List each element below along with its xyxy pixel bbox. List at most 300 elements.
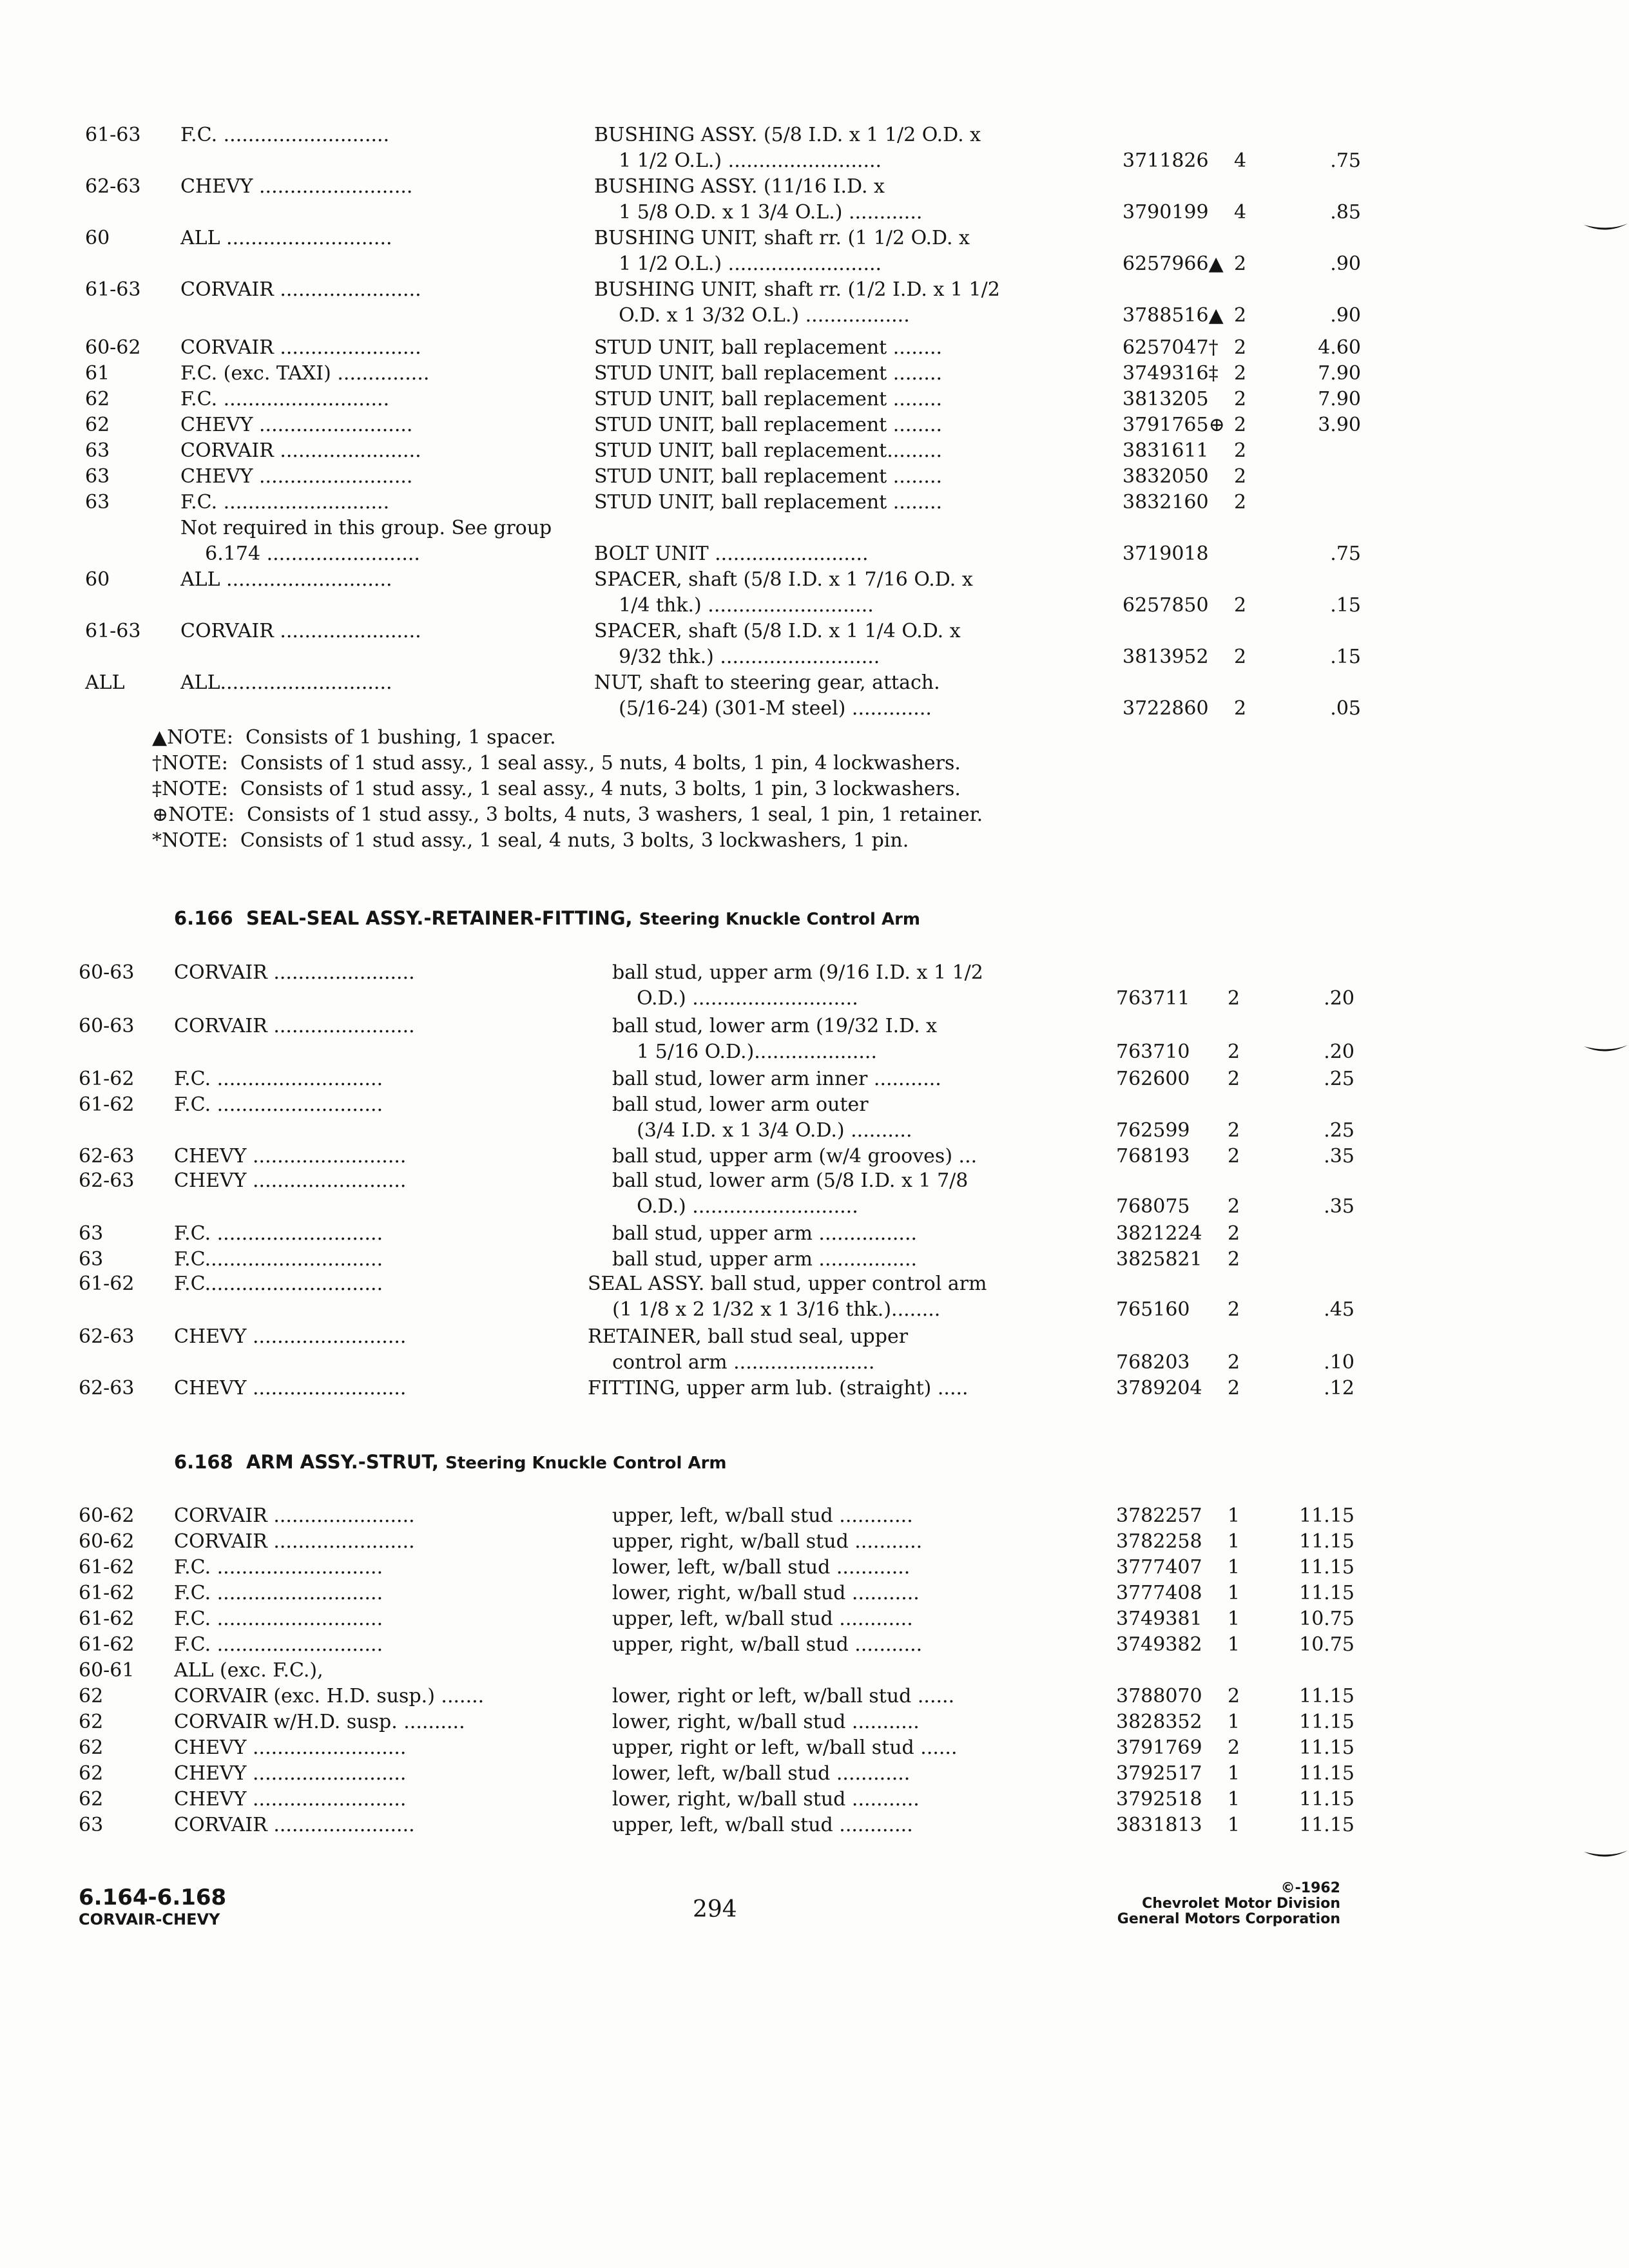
table-row [85,361,1361,387]
year-cell: 60-62 [85,336,141,359]
quantity-cell: 1 [1228,1608,1240,1630]
table-row-continued [85,251,1361,277]
part-number-cell: 765160 [1116,1298,1190,1321]
part-number-cell: 3792517 [1116,1762,1202,1785]
price-cell: .35 [1324,1145,1354,1168]
table-row [79,1092,1290,1118]
description-cell: 1 1/2 O.L.) ......................... [594,253,882,275]
quantity-cell: 2 [1234,697,1247,720]
price-cell: 11.15 [1299,1504,1354,1527]
quantity-cell: 1 [1228,1504,1240,1527]
part-number-cell: 3789204 [1116,1377,1202,1399]
quantity-cell: 2 [1234,362,1247,385]
year-cell: ALL [85,671,125,694]
price-cell: 11.15 [1299,1582,1354,1604]
part-number-cell: 3749316‡ [1123,362,1219,385]
year-cell: 61-63 [85,124,141,146]
table-row-continued [79,986,1354,1012]
part-number-cell: 3777408 [1116,1582,1202,1604]
quantity-cell: 4 [1234,201,1247,224]
quantity-cell: 2 [1228,1222,1240,1245]
quantity-cell: 1 [1228,1814,1240,1836]
quantity-cell: 2 [1228,1685,1240,1707]
heading-subtitle: Steering Knuckle Control Arm [639,910,921,929]
part-number-cell: 763710 [1116,1041,1190,1063]
price-cell: .20 [1324,987,1354,1010]
description-cell: ball stud, lower arm inner ........... [612,1068,941,1090]
table-row [85,277,1296,303]
description-cell: ball stud, lower arm (19/32 I.D. x [612,1015,938,1037]
year-cell: 63 [79,1814,104,1836]
year-cell: 62-63 [79,1145,135,1168]
table-row [79,1606,1354,1632]
year-cell: 60 [85,227,110,249]
year-cell: 62 [85,414,110,436]
description-cell: 1 1/2 O.L.) ......................... [594,149,882,172]
price-cell: 10.75 [1299,1633,1354,1656]
note-line: ▲NOTE: Consists of 1 bushing, 1 spacer. [152,726,556,749]
year-cell: 60-62 [79,1504,135,1527]
price-cell: .15 [1330,594,1361,617]
price-cell: .75 [1330,149,1361,172]
description-cell: control arm ....................... [588,1351,875,1374]
description-cell: SPACER, shaft (5/8 I.D. x 1 7/16 O.D. x [594,568,973,591]
description-cell: BUSHING UNIT, shaft rr. (1/2 I.D. x 1 1/2 [594,278,1000,301]
year-cell: 60-62 [79,1530,135,1553]
model-cell: CORVAIR ....................... [174,1814,415,1836]
quantity-cell: 2 [1234,414,1247,436]
quantity-cell: 2 [1234,491,1247,514]
note-line: †NOTE: Consists of 1 stud assy., 1 seal assy., 5 nuts, 4 bolts, 1 pin, 4 lockwashers. [152,752,961,774]
description-cell: RETAINER, ball stud seal, upper [588,1325,909,1348]
description-cell: upper, left, w/ball stud ............ [612,1814,913,1836]
year-cell: 62 [79,1685,104,1707]
year-cell: 63 [85,465,110,488]
model-cell: CHEVY ......................... [174,1169,407,1192]
part-number-cell: 3749382 [1116,1633,1202,1656]
scan-mark-icon [1583,222,1629,236]
table-row [79,1555,1354,1581]
description-cell: STUD UNIT, ball replacement ........ [594,336,943,359]
footer-copyright: ©-1962 [1280,1880,1340,1896]
model-cell: F.C. (exc. TAXI) ............... [180,362,430,385]
model-cell: F.C. ........................... [174,1608,383,1630]
part-number-cell: 3749381 [1116,1608,1202,1630]
part-number-cell: 6257850 [1123,594,1209,617]
table-row [85,226,1296,251]
description-cell: STUD UNIT, ball replacement ........ [594,465,943,488]
price-cell: 11.15 [1299,1788,1354,1811]
scan-mark-icon [1583,1044,1629,1058]
table-row [79,1168,1290,1194]
table-row [85,174,1296,200]
table-row [79,1761,1354,1787]
description-cell: 9/32 thk.) .......................... [594,646,880,668]
year-cell: 60-61 [79,1659,135,1682]
price-cell: .90 [1330,304,1361,327]
price-cell: .15 [1330,646,1361,668]
price-cell: .20 [1324,1041,1354,1063]
part-number-cell: 3711826 [1123,149,1209,172]
description-cell: STUD UNIT, ball replacement......... [594,439,943,462]
model-cell: CORVAIR ....................... [180,620,421,642]
part-number-cell: 3722860 [1123,697,1209,720]
table-row-continued [85,303,1361,329]
price-cell: 11.15 [1299,1814,1354,1836]
description-cell: lower, right, w/ball stud ........... [612,1788,920,1811]
year-cell: 61-63 [85,278,141,301]
table-row [85,387,1361,412]
model-cell: CORVAIR ....................... [174,1530,415,1553]
description-cell: upper, left, w/ball stud ............ [612,1608,913,1630]
quantity-cell: 2 [1234,388,1247,410]
price-cell: .05 [1330,697,1361,720]
part-number-cell: 762600 [1116,1068,1190,1090]
quantity-cell: 2 [1234,465,1247,488]
description-cell: upper, right, w/ball stud ........... [612,1530,923,1553]
year-cell: 61-62 [79,1556,135,1579]
model-cell: CORVAIR ....................... [174,1504,415,1527]
model-cell: F.C............................. [174,1273,383,1295]
part-number-cell: 3790199 [1123,201,1209,224]
model-cell: CHEVY ......................... [174,1145,407,1168]
description-cell: FITTING, upper arm lub. (straight) ..... [588,1377,969,1399]
note-line: *NOTE: Consists of 1 stud assy., 1 seal, 4 nuts, 3 bolts, 3 lockwashers, 1 pin. [152,829,909,852]
year-cell: 61 [85,362,110,385]
description-cell: ball stud, upper arm ................ [612,1222,918,1245]
description-cell: 1/4 thk.) ........................... [594,594,874,617]
price-cell: 11.15 [1299,1736,1354,1759]
year-cell: 62 [79,1736,104,1759]
table-row-continued [85,696,1361,722]
table-row [79,1247,1290,1273]
table-row-continued [79,1297,1354,1323]
table-row [79,1735,1354,1761]
description-cell: ball stud, lower arm outer [612,1093,869,1116]
quantity-cell: 1 [1228,1762,1240,1785]
model-cell: CHEVY ......................... [174,1377,407,1399]
quantity-cell: 2 [1228,1195,1240,1218]
year-cell: 61-62 [79,1273,135,1295]
year-cell: 63 [85,491,110,514]
table-row [85,490,1296,515]
quantity-cell: 2 [1234,304,1247,327]
model-cell: CORVAIR w/H.D. susp. .......... [174,1711,465,1733]
table-row [85,567,1296,593]
part-number-cell: 3832050 [1123,465,1209,488]
part-number-cell: 3792518 [1116,1788,1202,1811]
part-number-cell: 3777407 [1116,1556,1202,1579]
table-row [79,1066,1354,1092]
table-row [85,122,1296,148]
year-cell: 62-63 [79,1325,135,1348]
part-number-cell: 3782258 [1116,1530,1202,1553]
model-cell: F.C. ........................... [174,1222,383,1245]
model-cell: F.C. ........................... [174,1582,383,1604]
price-cell: .35 [1324,1195,1354,1218]
part-number-cell: 768075 [1116,1195,1190,1218]
model-cell: F.C. ........................... [174,1633,383,1656]
description-cell: upper, right or left, w/ball stud ...... [612,1736,958,1759]
model-cell: CHEVY ......................... [174,1788,407,1811]
quantity-cell: 2 [1228,1736,1240,1759]
table-row-continued [85,541,1361,567]
table-row [79,1324,1290,1350]
table-row [79,1812,1354,1838]
quantity-cell: 2 [1234,439,1247,462]
table-row-continued [79,1118,1354,1144]
price-cell: .45 [1324,1298,1354,1321]
description-cell: NUT, shaft to steering gear, attach. [594,671,940,694]
table-row-continued [79,1194,1354,1220]
description-cell: 1 5/16 O.D.).................... [612,1041,877,1063]
description-cell: SPACER, shaft (5/8 I.D. x 1 1/4 O.D. x [594,620,961,642]
quantity-cell: 2 [1234,336,1247,359]
model-cell: CORVAIR ....................... [180,278,421,301]
description-cell: BUSHING ASSY. (5/8 I.D. x 1 1/2 O.D. x [594,124,981,146]
quantity-cell: 1 [1228,1582,1240,1604]
year-cell: 63 [85,439,110,462]
model-cell: CHEVY ......................... [180,175,413,198]
description-cell: STUD UNIT, ball replacement ........ [594,491,943,514]
year-cell: 62-63 [85,175,141,198]
description-cell: SEAL ASSY. ball stud, upper control arm [588,1273,987,1295]
quantity-cell: 4 [1234,149,1247,172]
description-cell: BUSHING ASSY. (11/16 I.D. x [594,175,885,198]
year-cell: 60-63 [79,1015,135,1037]
description-cell: STUD UNIT, ball replacement ........ [594,388,943,410]
description-cell: ball stud, upper arm (9/16 I.D. x 1 1/2 [612,961,983,984]
year-cell: 61-63 [85,620,141,642]
part-number-cell: 3828352 [1116,1711,1202,1733]
model-cell: ALL (exc. F.C.), [174,1659,323,1682]
year-cell: 62-63 [79,1377,135,1399]
part-number-cell: 3832160 [1123,491,1209,514]
description-cell: ball stud, upper arm (w/4 grooves) ... [612,1145,978,1168]
year-cell: 62 [79,1762,104,1785]
price-cell: 10.75 [1299,1608,1354,1630]
price-cell: .75 [1330,543,1361,565]
year-cell: 63 [79,1222,104,1245]
description-cell: O.D. x 1 3/32 O.L.) ................. [594,304,910,327]
table-row [85,619,1296,644]
quantity-cell: 1 [1228,1556,1240,1579]
model-cell: F.C. ........................... [180,388,390,410]
year-cell: 60 [85,568,110,591]
part-number-cell: 3791765⊕ [1123,414,1225,436]
price-cell: .12 [1324,1377,1354,1399]
part-number-cell: 3831611 [1123,439,1209,462]
table-row [85,464,1296,490]
part-number-cell: 763711 [1116,987,1190,1010]
model-cell: CHEVY ......................... [174,1325,407,1348]
model-cell: F.C. ........................... [174,1068,383,1090]
price-cell: 7.90 [1318,362,1361,385]
quantity-cell: 2 [1228,987,1240,1010]
quantity-cell: 1 [1228,1633,1240,1656]
part-number-cell: 6257966▲ [1123,253,1224,275]
description-cell: BOLT UNIT ......................... [594,543,869,565]
model-cell: F.C. ........................... [180,124,390,146]
heading-subtitle: Steering Knuckle Control Arm [445,1454,727,1473]
part-number-cell: 3791769 [1116,1736,1202,1759]
quantity-cell: 2 [1234,253,1247,275]
table-row [79,1581,1354,1606]
description-cell: STUD UNIT, ball replacement ........ [594,362,943,385]
quantity-cell: 2 [1228,1377,1240,1399]
footer-division: Chevrolet Motor Division [1142,1896,1340,1912]
part-number-cell: 3788516▲ [1123,304,1224,327]
model-cell: CHEVY ......................... [180,414,413,436]
table-row-continued [79,1350,1354,1376]
price-cell: .85 [1330,201,1361,224]
heading-number: 6.166 [174,907,233,929]
description-cell: upper, right, w/ball stud ........... [612,1633,923,1656]
heading-number: 6.168 [174,1451,233,1473]
table-row [85,335,1361,361]
model-cell: CORVAIR (exc. H.D. susp.) ....... [174,1685,485,1707]
table-row [79,1529,1354,1555]
quantity-cell: 2 [1228,1068,1240,1090]
scan-mark-icon [1583,1849,1629,1863]
footer-model-line: CORVAIR-CHEVY [79,1910,220,1928]
description-cell: (5/16-24) (301-M steel) ............. [594,697,932,720]
description-cell: ball stud, upper arm ................ [612,1248,918,1271]
model-cell: ALL ........................... [180,568,392,591]
table-row [79,1014,1290,1039]
table-row [79,1658,1290,1684]
description-cell: lower, right, w/ball stud ........... [612,1582,920,1604]
section-heading-6-166 [174,907,920,929]
description-cell: lower, right or left, w/ball stud ...... [612,1685,955,1707]
part-number-cell: 3813952 [1123,646,1209,668]
part-number-cell: 6257047† [1123,336,1219,359]
model-cell: CHEVY ......................... [174,1736,407,1759]
description-cell: 1 5/8 O.D. x 1 3/4 O.L.) ............ [594,201,923,224]
table-row [79,1709,1354,1735]
model-cell: CORVAIR ....................... [174,961,415,984]
year-cell: 62 [79,1788,104,1811]
description-cell: lower, right, w/ball stud ........... [612,1711,920,1733]
quantity-cell: 2 [1228,1351,1240,1374]
description-cell: O.D.) ........................... [612,987,858,1010]
year-cell: 61-62 [79,1068,135,1090]
quantity-cell: 2 [1228,1041,1240,1063]
page-number: 294 [693,1896,737,1923]
table-row [79,960,1290,986]
description-cell: ball stud, lower arm (5/8 I.D. x 1 7/8 [612,1169,969,1192]
description-cell: (1 1/8 x 2 1/32 x 1 3/16 thk.)........ [588,1298,941,1321]
part-number-cell: 3821224 [1116,1222,1202,1245]
price-cell: .90 [1330,253,1361,275]
model-cell: CORVAIR ....................... [174,1015,415,1037]
table-row [85,438,1296,464]
model-cell: ALL ........................... [180,227,392,249]
price-cell: 7.90 [1318,388,1361,410]
part-number-cell: 3825821 [1116,1248,1202,1271]
description-cell: lower, left, w/ball stud ............ [612,1556,911,1579]
part-number-cell: 3719018 [1123,543,1209,565]
table-row [79,1144,1354,1169]
table-row [79,1684,1354,1709]
quantity-cell: 2 [1228,1248,1240,1271]
price-cell: 11.15 [1299,1530,1354,1553]
price-cell: .25 [1324,1119,1354,1142]
table-row [79,1503,1354,1529]
table-row [79,1632,1354,1658]
quantity-cell: 2 [1228,1298,1240,1321]
model-cell: 6.174 ......................... [180,543,420,565]
table-row [79,1376,1354,1401]
quantity-cell: 2 [1228,1119,1240,1142]
price-cell: 11.15 [1299,1762,1354,1785]
description-cell: STUD UNIT, ball replacement ........ [594,414,943,436]
description-cell: BUSHING UNIT, shaft rr. (1 1/2 O.D. x [594,227,970,249]
table-row [79,1787,1354,1812]
quantity-cell: 1 [1228,1530,1240,1553]
table-row [85,515,1296,541]
price-cell: 11.15 [1299,1685,1354,1707]
year-cell: 61-62 [79,1093,135,1116]
table-row-continued [85,593,1361,619]
year-cell: 62 [79,1711,104,1733]
part-number-cell: 768193 [1116,1145,1190,1168]
table-row-continued [85,644,1361,670]
model-cell: CHEVY ......................... [180,465,413,488]
description-cell: (3/4 I.D. x 1 3/4 O.D.) .......... [612,1119,912,1142]
quantity-cell: 2 [1228,1145,1240,1168]
model-cell: CHEVY ......................... [174,1762,407,1785]
model-cell: F.C. ........................... [180,491,390,514]
heading-title: ARM ASSY.-STRUT, [246,1451,439,1473]
part-number-cell: 3782257 [1116,1504,1202,1527]
part-number-cell: 3788070 [1116,1685,1202,1707]
table-row [85,670,1296,696]
quantity-cell: 1 [1228,1788,1240,1811]
model-cell: F.C. ........................... [174,1556,383,1579]
year-cell: 62-63 [79,1169,135,1192]
table-row [85,412,1361,438]
section-heading-6-168 [174,1451,727,1473]
quantity-cell: 1 [1228,1711,1240,1733]
description-cell: upper, left, w/ball stud ............ [612,1504,913,1527]
footer-group-range: 6.164-6.168 [79,1885,227,1910]
price-cell: 11.15 [1299,1711,1354,1733]
table-row-continued [85,200,1361,226]
quantity-cell: 2 [1234,646,1247,668]
model-cell: CORVAIR ....................... [180,336,421,359]
table-row-continued [85,148,1361,174]
year-cell: 61-62 [79,1582,135,1604]
price-cell: 3.90 [1318,414,1361,436]
year-cell: 61-62 [79,1608,135,1630]
description-cell: O.D.) ........................... [612,1195,858,1218]
model-cell: F.C............................. [174,1248,383,1271]
heading-title: SEAL-SEAL ASSY.-RETAINER-FITTING, [246,907,633,929]
footer-corporation: General Motors Corporation [1117,1911,1340,1927]
price-cell: 4.60 [1318,336,1361,359]
model-cell: Not required in this group. See group [180,517,552,539]
table-row [79,1271,1290,1297]
part-number-cell: 768203 [1116,1351,1190,1374]
quantity-cell: 2 [1234,594,1247,617]
model-cell: F.C. ........................... [174,1093,383,1116]
price-cell: .10 [1324,1351,1354,1374]
part-number-cell: 3813205 [1123,388,1209,410]
table-row-continued [79,1039,1354,1065]
part-number-cell: 3831813 [1116,1814,1202,1836]
model-cell: ALL............................ [180,671,392,694]
